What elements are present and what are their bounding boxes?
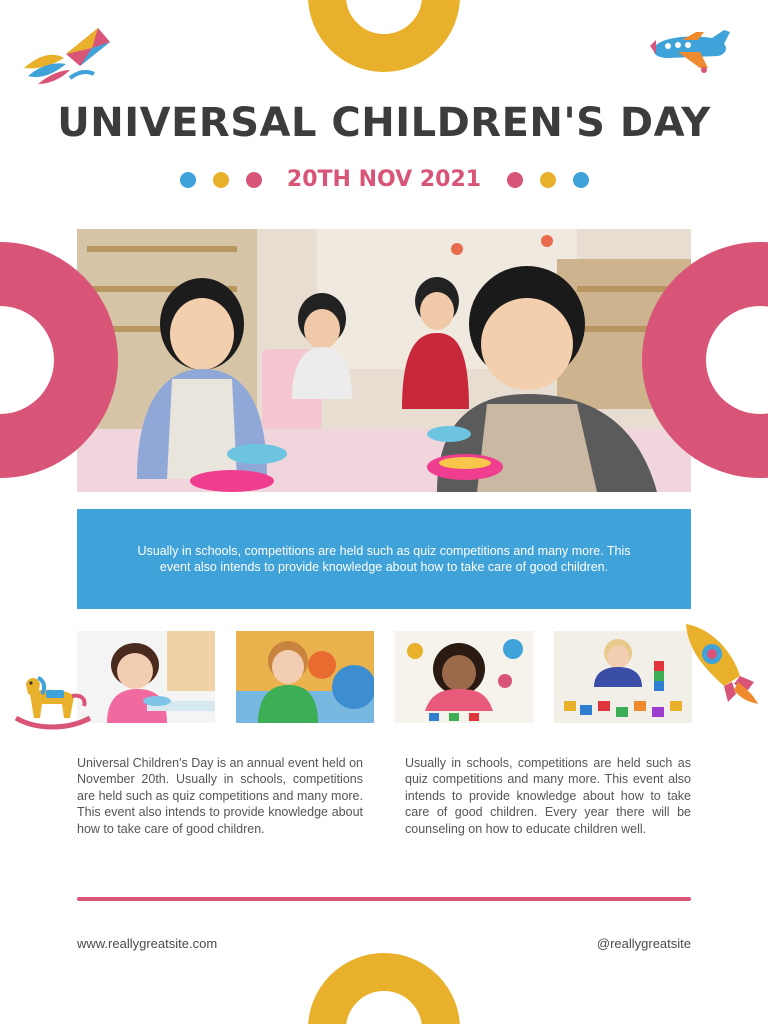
footer-divider xyxy=(77,897,691,901)
girl-painting-photo xyxy=(395,631,533,723)
date-row xyxy=(0,164,768,196)
decorative-dot xyxy=(573,172,589,188)
girl-eating-photo xyxy=(77,631,215,723)
paragraph-left: Universal Children's Day is an annual event held on November 20th. Usually in schools, competitions are held such as quiz competitions and many more. This event also intends to provide knowledge about how to take care of good children. xyxy=(77,756,363,836)
top-yellow-ring xyxy=(308,0,460,72)
banner-text: Usually in schools, competitions are held such as quiz competitions and many more. This event also intends to provide knowledge about how to take care of good children. xyxy=(137,543,631,574)
info-banner xyxy=(77,509,691,609)
paragraph-right: Usually in schools, competitions are held such as quiz competitions and many more. This event also intends to provide knowledge about how to take care of good children. Every year there will be counseling on how to educate children well. xyxy=(405,756,691,836)
classroom-children-eating-photo xyxy=(77,229,691,492)
rocking-horse-icon xyxy=(10,674,94,732)
page-title: UNIVERSAL CHILDREN'S DAY xyxy=(57,100,711,146)
kite-icon xyxy=(20,24,112,86)
decorative-dot xyxy=(507,172,523,188)
baby-with-blocks-photo xyxy=(554,631,692,723)
bottom-yellow-ring xyxy=(308,953,460,1024)
social-handle[interactable]: @reallygreatsite xyxy=(596,936,691,951)
boy-with-globe-photo xyxy=(236,631,374,723)
airplane-icon xyxy=(648,26,734,74)
decorative-dot xyxy=(540,172,556,188)
event-date: 20TH NOV 2021 xyxy=(286,167,482,192)
website-link[interactable]: www.reallygreatsite.com xyxy=(77,936,218,951)
rocket-icon xyxy=(678,620,760,706)
